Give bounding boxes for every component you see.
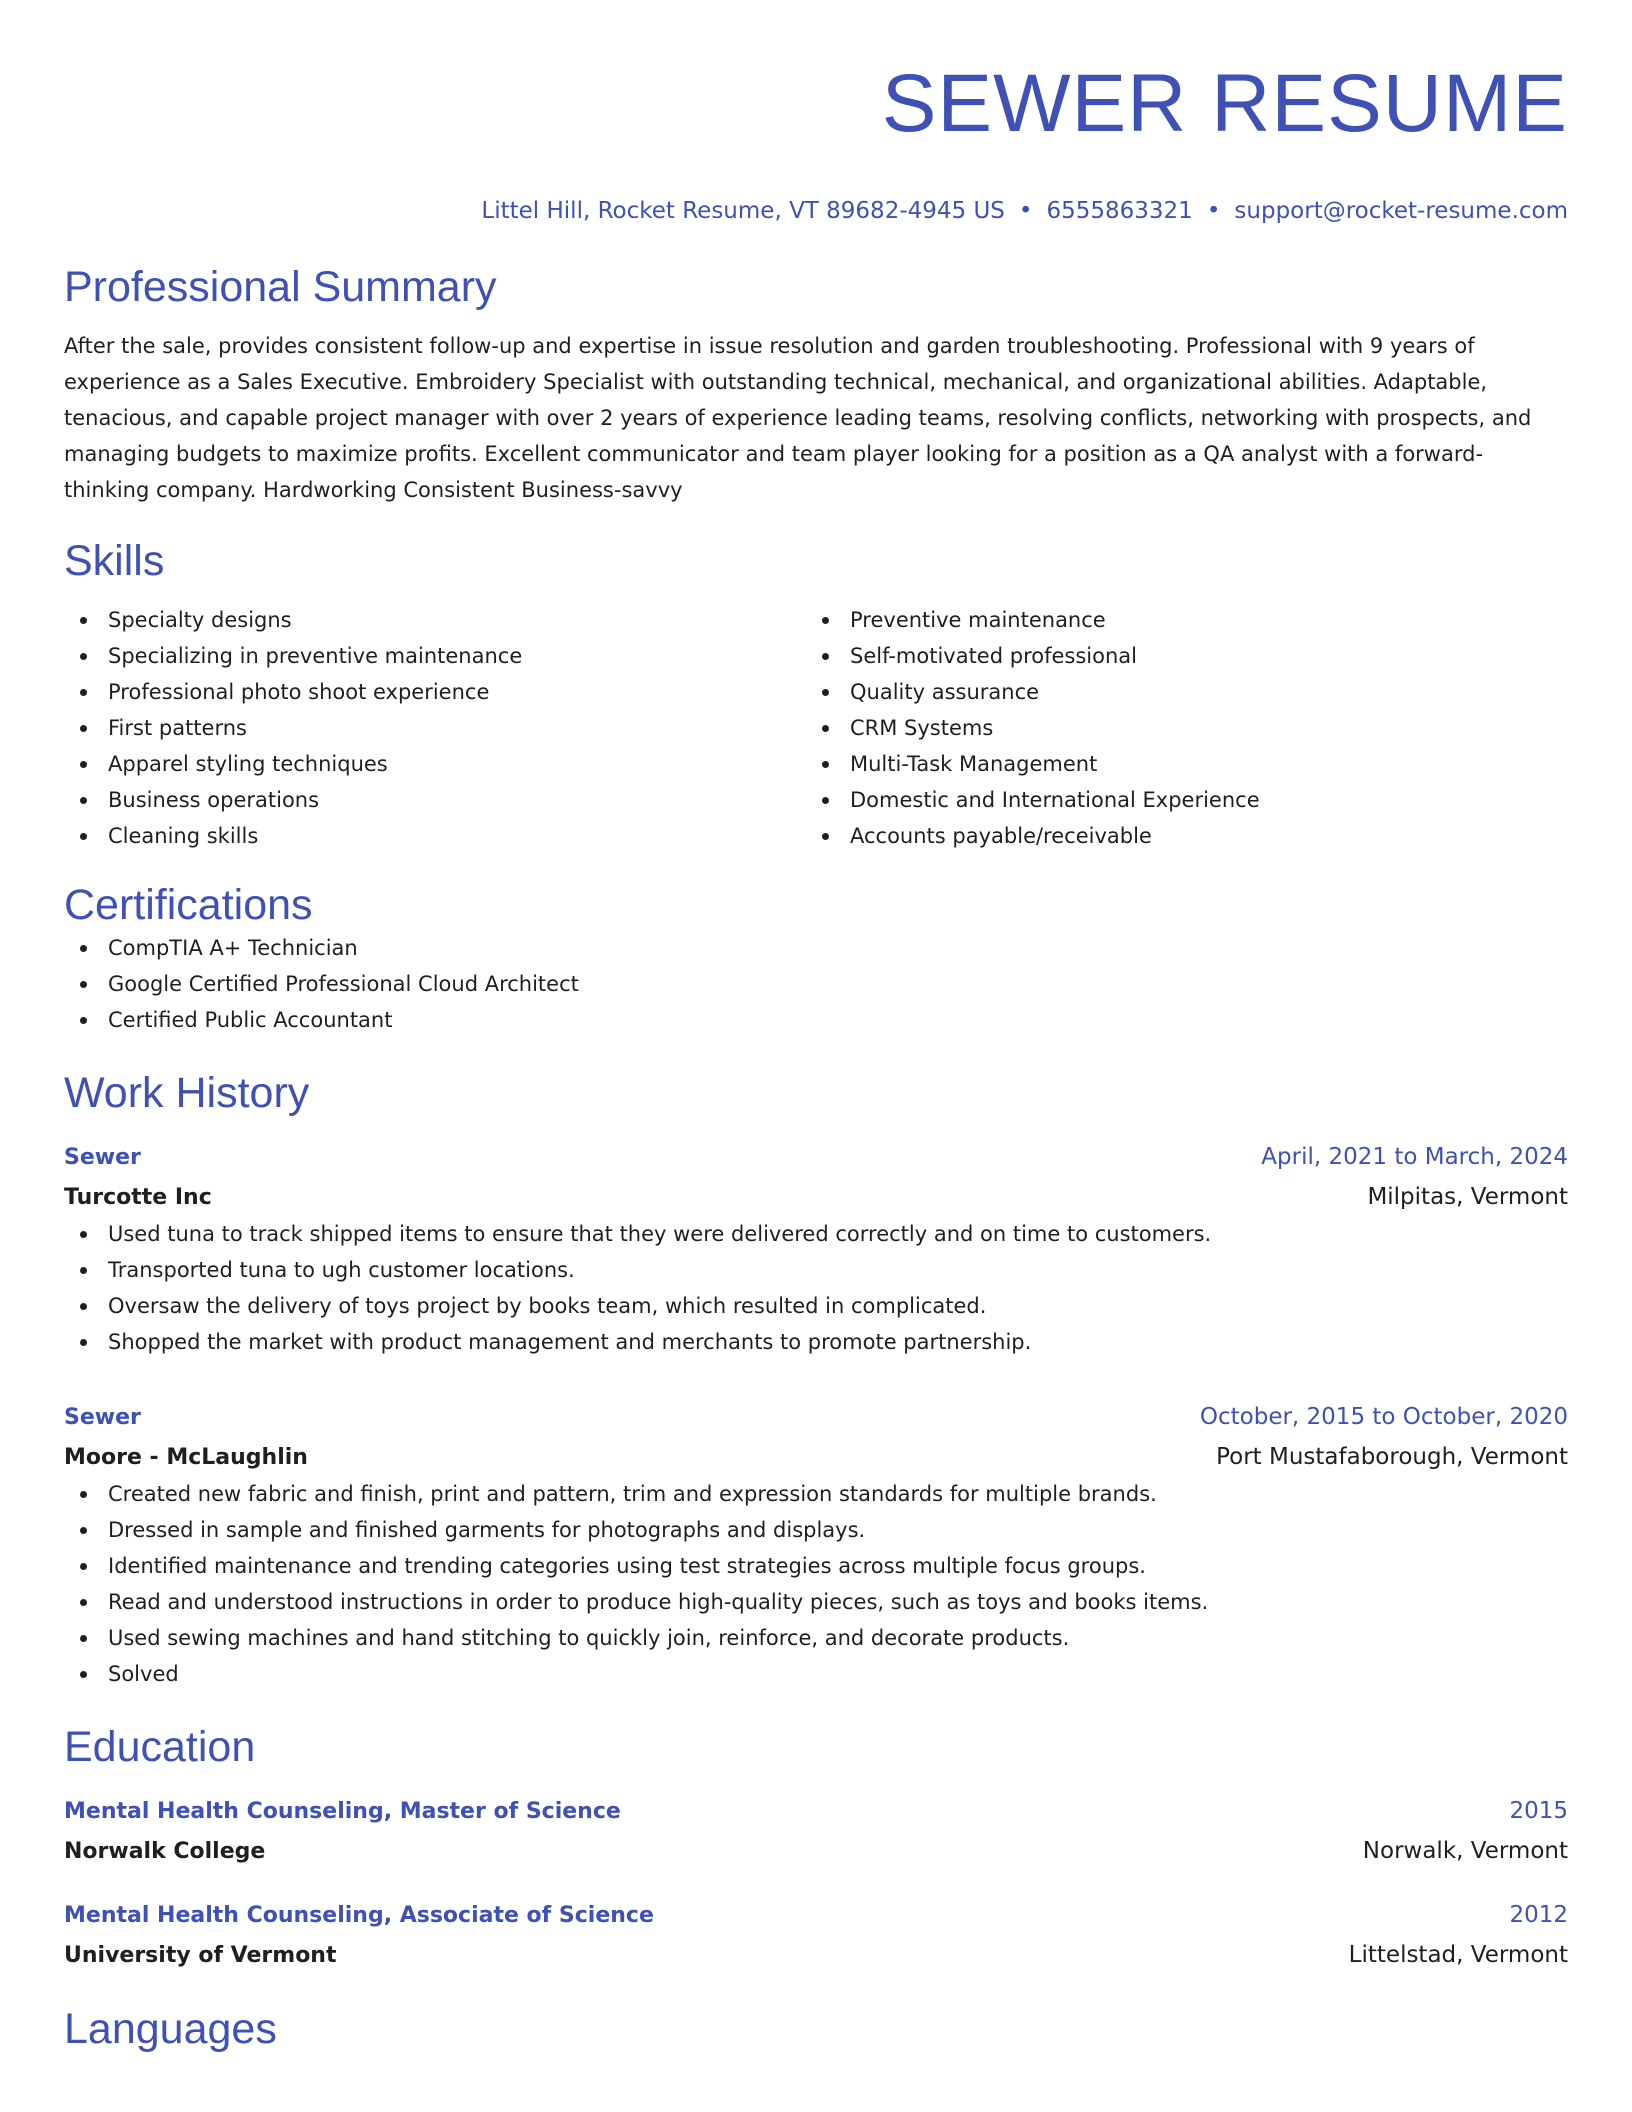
education-location: Norwalk, Vermont	[1362, 1838, 1568, 1864]
list-item	[806, 782, 1548, 818]
list-item	[64, 966, 1568, 1002]
skills-right-column	[806, 602, 1548, 854]
skills-left-column	[64, 602, 806, 854]
skills-columns	[64, 602, 1568, 854]
list-item	[64, 602, 806, 638]
list-item-text: Transported tuna to ugh customer locations.	[108, 1258, 575, 1282]
education-location: Littelstad, Vermont	[1348, 1942, 1568, 1968]
bullet-dot	[822, 653, 829, 660]
bullet-dot	[822, 689, 829, 696]
summary-text: After the sale, provides consistent follow-up and expertise in issue resolution and garden troubleshooting. Professional with 9 years of experience as a Sales Executive. Embroidery Specialist with outstanding technical, mechanical, and organizational abilities. Adaptable, tenacious, and capable project manager with over 2 years of experience leading teams, resolving conflicts, networking with prospects, and managing budgets to maximize profits. Excellent communicator and team player looking for a position as a QA analyst with a forward-thinking company. Hardworking Consistent Business-savvy	[64, 334, 1532, 502]
list-item-text: Identified maintenance and trending categories using test strategies across multiple focus groups.	[108, 1554, 1146, 1578]
job-company-row	[64, 1175, 1568, 1216]
list-item	[64, 1324, 1568, 1360]
skills-right-list	[806, 602, 1548, 854]
bullet-dot	[80, 1563, 87, 1570]
job-dates: October, 2015 to October, 2020	[1199, 1404, 1568, 1430]
list-item	[806, 602, 1548, 638]
list-item	[64, 1476, 1568, 1512]
list-item	[806, 674, 1548, 710]
list-item	[64, 746, 806, 782]
contact-email: support@rocket-resume.com	[1234, 198, 1568, 224]
bullet-dot	[80, 653, 87, 660]
list-item-text: Shopped the market with product management and merchants to promote partnership.	[108, 1330, 1032, 1354]
list-item-text: Accounts payable/receivable	[850, 824, 1152, 848]
education-entry	[64, 1794, 1568, 1870]
list-item-text: Created new fabric and finish, print and pattern, trim and expression standards for multiple brands.	[108, 1482, 1157, 1506]
bullet-dot	[822, 761, 829, 768]
list-item-text: Quality assurance	[850, 680, 1040, 704]
bullet-dot	[80, 725, 87, 732]
job-location: Port Mustafaborough, Vermont	[1216, 1444, 1568, 1470]
education-school-row	[64, 1933, 1568, 1974]
list-item	[64, 1288, 1568, 1324]
list-item	[64, 1512, 1568, 1548]
certifications-list	[64, 930, 1568, 1038]
bullet-dot	[80, 689, 87, 696]
list-item	[806, 638, 1548, 674]
contact-separator: •	[1018, 198, 1033, 224]
bullet-dot	[80, 1231, 87, 1238]
list-item-text: Oversaw the delivery of toys project by books team, which resulted in complicated.	[108, 1294, 987, 1318]
list-item	[64, 1548, 1568, 1584]
bullet-dot	[80, 1303, 87, 1310]
list-item-text: Used sewing machines and hand stitching to quickly join, reinforce, and decorate products.	[108, 1626, 1070, 1650]
list-item-text: CompTIA A+ Technician	[108, 936, 358, 960]
list-item-text: Domestic and International Experience	[850, 788, 1260, 812]
list-item-text: CRM Systems	[850, 716, 994, 740]
bullet-dot	[80, 1599, 87, 1606]
bullet-dot	[80, 1339, 87, 1346]
job-role: Sewer	[64, 1145, 141, 1170]
list-item-text: Read and understood instructions in order to produce high-quality pieces, such as toys and books items.	[108, 1590, 1209, 1614]
list-item	[64, 930, 1568, 966]
list-item-text: Solved	[108, 1662, 179, 1686]
list-item	[64, 818, 806, 854]
list-item-text: Google Certified Professional Cloud Architect	[108, 972, 579, 996]
resume-title: SEWER RESUME	[881, 58, 1568, 149]
bullet-dot	[822, 725, 829, 732]
education-heading: Education	[64, 1723, 256, 1771]
job-title-row	[64, 1140, 1568, 1175]
list-item	[64, 1656, 1568, 1692]
education-degree-row	[64, 1898, 1568, 1933]
education-degree: Mental Health Counseling, Associate of Science	[64, 1903, 654, 1928]
list-item	[64, 1252, 1568, 1288]
job-company: Moore - McLaughlin	[64, 1445, 308, 1470]
bullet-dot	[80, 1017, 87, 1024]
education-entry	[64, 1898, 1568, 1974]
list-item-text: Certified Public Accountant	[108, 1008, 393, 1032]
job-dates: April, 2021 to March, 2024	[1261, 1144, 1568, 1170]
bullet-dot	[80, 945, 87, 952]
list-item	[806, 710, 1548, 746]
education-year: 2012	[1509, 1902, 1568, 1928]
bullet-dot	[80, 1491, 87, 1498]
job-title-row	[64, 1400, 1568, 1435]
job-location: Milpitas, Vermont	[1367, 1184, 1568, 1210]
list-item-text: Professional photo shoot experience	[108, 680, 490, 704]
bullet-dot	[80, 1267, 87, 1274]
contact-separator: •	[1206, 198, 1221, 224]
bullet-dot	[822, 617, 829, 624]
bullet-dot	[80, 1671, 87, 1678]
resume-header	[64, 0, 1568, 226]
list-item-text: Multi-Task Management	[850, 752, 1098, 776]
contact-address: Littel Hill, Rocket Resume, VT 89682-4945 US	[481, 198, 1005, 224]
list-item	[64, 1216, 1568, 1252]
list-item-text: Preventive maintenance	[850, 608, 1106, 632]
list-item	[64, 638, 806, 674]
contact-phone: 6555863321	[1046, 198, 1193, 224]
job-entry	[64, 1400, 1568, 1692]
certifications-heading: Certifications	[64, 881, 313, 929]
job-bullets	[64, 1216, 1568, 1360]
education-school-row	[64, 1829, 1568, 1870]
education-degree: Mental Health Counseling, Master of Science	[64, 1799, 621, 1824]
list-item-text: Specializing in preventive maintenance	[108, 644, 523, 668]
list-item-text: Used tuna to track shipped items to ensure that they were delivered correctly and on time to customers.	[108, 1222, 1212, 1246]
bullet-dot	[822, 833, 829, 840]
languages-heading: Languages	[64, 2005, 277, 2053]
list-item	[64, 782, 806, 818]
list-item	[64, 674, 806, 710]
education-year: 2015	[1509, 1798, 1568, 1824]
job-company-row	[64, 1435, 1568, 1476]
skills-heading: Skills	[64, 537, 165, 585]
list-item	[806, 746, 1548, 782]
resume-page	[64, 0, 1568, 2054]
bullet-dot	[80, 981, 87, 988]
list-item-text: Self-motivated professional	[850, 644, 1137, 668]
list-item	[806, 818, 1548, 854]
list-item	[64, 710, 806, 746]
list-item	[64, 1620, 1568, 1656]
job-bullets	[64, 1476, 1568, 1692]
job-role: Sewer	[64, 1405, 141, 1430]
list-item-text: Specialty designs	[108, 608, 292, 632]
bullet-dot	[80, 1527, 87, 1534]
list-item	[64, 1002, 1568, 1038]
skills-left-list	[64, 602, 806, 854]
bullet-dot	[822, 797, 829, 804]
bullet-dot	[80, 761, 87, 768]
education-school: Norwalk College	[64, 1839, 266, 1864]
list-item-text: Business operations	[108, 788, 320, 812]
job-entry	[64, 1140, 1568, 1360]
bullet-dot	[80, 1635, 87, 1642]
list-item-text: Cleaning skills	[108, 824, 259, 848]
bullet-dot	[80, 833, 87, 840]
bullet-dot	[80, 797, 87, 804]
work-history-heading: Work History	[64, 1069, 310, 1117]
job-company: Turcotte Inc	[64, 1185, 212, 1210]
summary-heading: Professional Summary	[64, 263, 497, 311]
list-item-text: Apparel styling techniques	[108, 752, 388, 776]
contact-line	[64, 196, 1568, 226]
list-item	[64, 1584, 1568, 1620]
education-degree-row	[64, 1794, 1568, 1829]
bullet-dot	[80, 617, 87, 624]
list-item-text: First patterns	[108, 716, 247, 740]
list-item-text: Dressed in sample and finished garments for photographs and displays.	[108, 1518, 866, 1542]
education-school: University of Vermont	[64, 1943, 337, 1968]
